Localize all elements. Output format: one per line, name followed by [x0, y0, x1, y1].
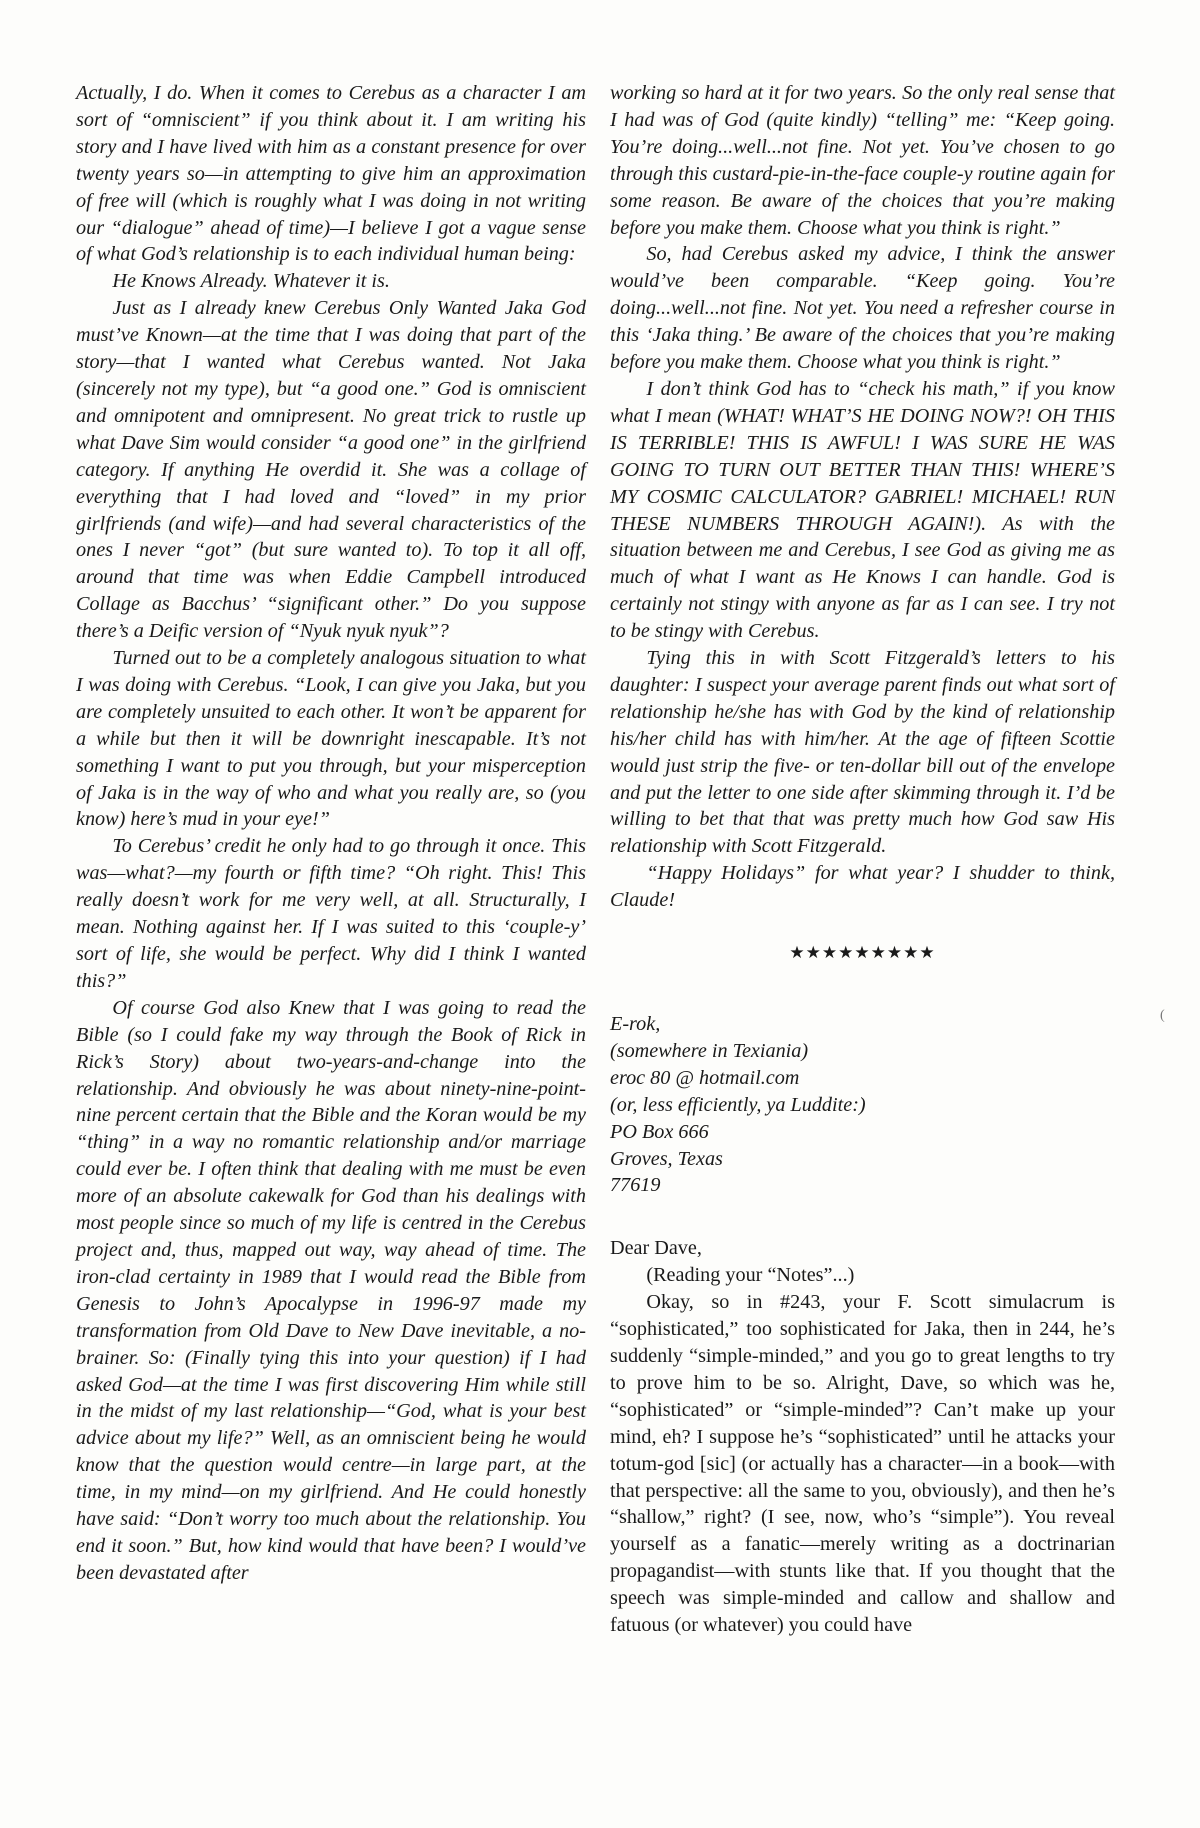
paragraph: Tying this in with Scott Fitzgerald’s letters to his daughter: I suspect your average parent finds out what sort of relationship he/she has with God by the kind of relationship his/her child has with him/her. At the age of fifteen Scottie would just strip the five- or ten-dollar bill out of the envelope and put the letter to one side after skimming through it. I’d be willing to bet that that was pretty much how God saw His relationship with Scott Fitzgerald. [610, 647, 1115, 858]
paragraph: working so hard at it for two years. So the only real sense that I had was of God (quite kindly) “telling” me: “Keep going. You’re doing...well...not fine. Not yet. You’ve chosen to go through this custard-pie-in-the-face couple-y routine again for some reason. Be aware of the choices that you’re making before you make them. Choose what you think is right.” [610, 82, 1115, 239]
section-divider: ★★★★★★★★★ [789, 943, 936, 963]
address-line: (somewhere in Texiania) [610, 1039, 809, 1062]
paragraph: (Reading your “Notes”...) [646, 1264, 855, 1287]
paragraph: So, had Cerebus asked my advice, I think the answer would’ve been comparable. “Keep going. You’re doing...well...not fine. Not yet. You need a refresher course in this ‘Jaka thing.’ Be aware of the choices that you’re making before you make them. Choose what you think is right.” [610, 243, 1115, 374]
paragraph: Turned out to be a completely analogous situation to what I was doing with Cerebus. “Look, I can give you Jaka, but you are completely unsuited to each other. It won’t be apparent for a while but then it will be downright inescapable. It’s not something I want to put you through, but your misperception of Jaka is in the way of who and what you really are, so (you know) here’s mud in your eye!” [76, 647, 586, 831]
address-line: PO Box 666 [610, 1120, 709, 1143]
right-column [610, 80, 1115, 1639]
address-line: (or, less efficiently, ya Luddite:) [610, 1093, 866, 1116]
address-line: eroc 80 @ hotmail.com [610, 1066, 800, 1089]
address-line: E-rok, [610, 1013, 661, 1035]
paragraph: “Happy Holidays” for what year? I shudder to think, Claude! [610, 862, 1115, 912]
address-line: 77619 [610, 1174, 661, 1197]
paragraph: To Cerebus’ credit he only had to go through it once. This was—what?—my fourth or fifth time? “Oh right. This! This really doesn’t work for me very well, at all. Structurally, I mean. Nothing against her. If I was suited to this ‘couple-y’ sort of life, she would be perfect. Why did I think I wanted this?” [76, 835, 586, 992]
paragraph: Actually, I do. When it comes to Cerebus as a character I am sort of “omniscient” if you think about it. I am writing his story and I have lived with him as a constant presence for over twenty years so—in attempting to give him an approximation of free will (which is roughly what I was doing in not writing our “dialogue” ahead of time)—I believe I got a vague sense of what God’s relationship is to each individual human being: [76, 82, 586, 266]
paragraph: Okay, so in #243, your F. Scott simulacrum is “sophisticated,” too sophisticated for Jaka, then in 244, he’s suddenly “simple-minded,” and you go to great lengths to try to prove him to be so. Alright, Dave, so which was he, “sophisticated” or “simple-minded”? Can’t make up your mind, eh? I suppose he’s “sophisticated” until he attacks your totum-god [sic] (or actually has a character—in a book—with that perspective: all the same to you, obviously), and then he’s “shallow,” right? (I see, now, who’s “simple”). You reveal yourself as a fanatic—merely writing as a doctrinarian propagandist—with stunts like that. If you thought that the speech was simple-minded and callow and shallow and fatuous (or whatever) you could have [610, 1291, 1115, 1637]
paragraph: He Knows Already. Whatever it is. [112, 270, 390, 293]
letter-address [610, 1011, 1115, 1199]
paragraph: I don’t think God has to “check his math,” if you know what I mean (WHAT! WHAT’S HE DOING NOW?! OH THIS IS TERRIBLE! THIS IS AWFUL! I WAS SURE HE WAS GOING TO TURN OUT BETTER THAN THIS! WHERE’S MY COSMIC CALCULATOR? GABRIEL! MICHAEL! RUN THESE NUMBERS THROUGH AGAIN!). As with the situation between me and Cerebus, I see God as giving me as much of what I want as He Knows I can handle. God is certainly not stingy with anyone as far as I can see. I try not to be stingy with Cerebus. [610, 377, 1115, 643]
scan-mark: ( [1160, 1008, 1165, 1023]
letter-salutation: Dear Dave, [610, 1237, 702, 1260]
address-line: Groves, Texas [610, 1147, 723, 1170]
paragraph: Just as I already knew Cerebus Only Wanted Jaka God must’ve Known—at the time that I was doing that part of the story—that I wanted what Cerebus wanted. Not Jaka (sincerely not my type), but “a good one.” God is omniscient and omnipotent and omnipresent. No great trick to rustle up what Dave Sim would consider “a good one” in the girlfriend category. If anything He overdid it. She was a collage of everything that I had loved and “loved” in my prior girlfriends (and wife)—and had several characteristics of the ones I never “got” (but sure wanted to). To top it all off, around that time was when Eddie Campbell introduced Collage as Bacchus’ “significant other.” Do you suppose there’s a Deific version of “Nyuk nyuk nyuk”? [76, 297, 586, 643]
paragraph: Of course God also Knew that I was going to read the Bible (so I could fake my way through the Book of Rick in Rick’s Story) about two-years-and-change into the relationship. And obviously he was about ninety-nine-point-nine percent certain that the Bible and the Koran would be my “thing” in a way no romantic relationship and/or marriage could ever be. I often think that dealing with me must be even more of an absolute cakewalk for God than his dealings with most people since so much of my life is centred in the Cerebus project and, thus, mapped out way, way ahead of time. The iron-clad certainty in 1989 that I would read the Bible from Genesis to John’s Apocalypse in 1996-97 made my transformation from Old Dave to New Dave inevitable, a no-brainer. So: (Finally tying this into your question) if I had asked God—at the time I was first discovering Him while still in the midst of my last relationship—“God, what is your best advice about my life?” Well, as an omniscient being he would know that the question would centre—in large part, at the time, in my mind—on my girlfriend. And He could honestly have said: “Don’t worry too much about the relationship. You end it soon.” But, how kind would that have been? I would’ve been devastated after [76, 996, 586, 1584]
left-column [76, 80, 586, 1587]
